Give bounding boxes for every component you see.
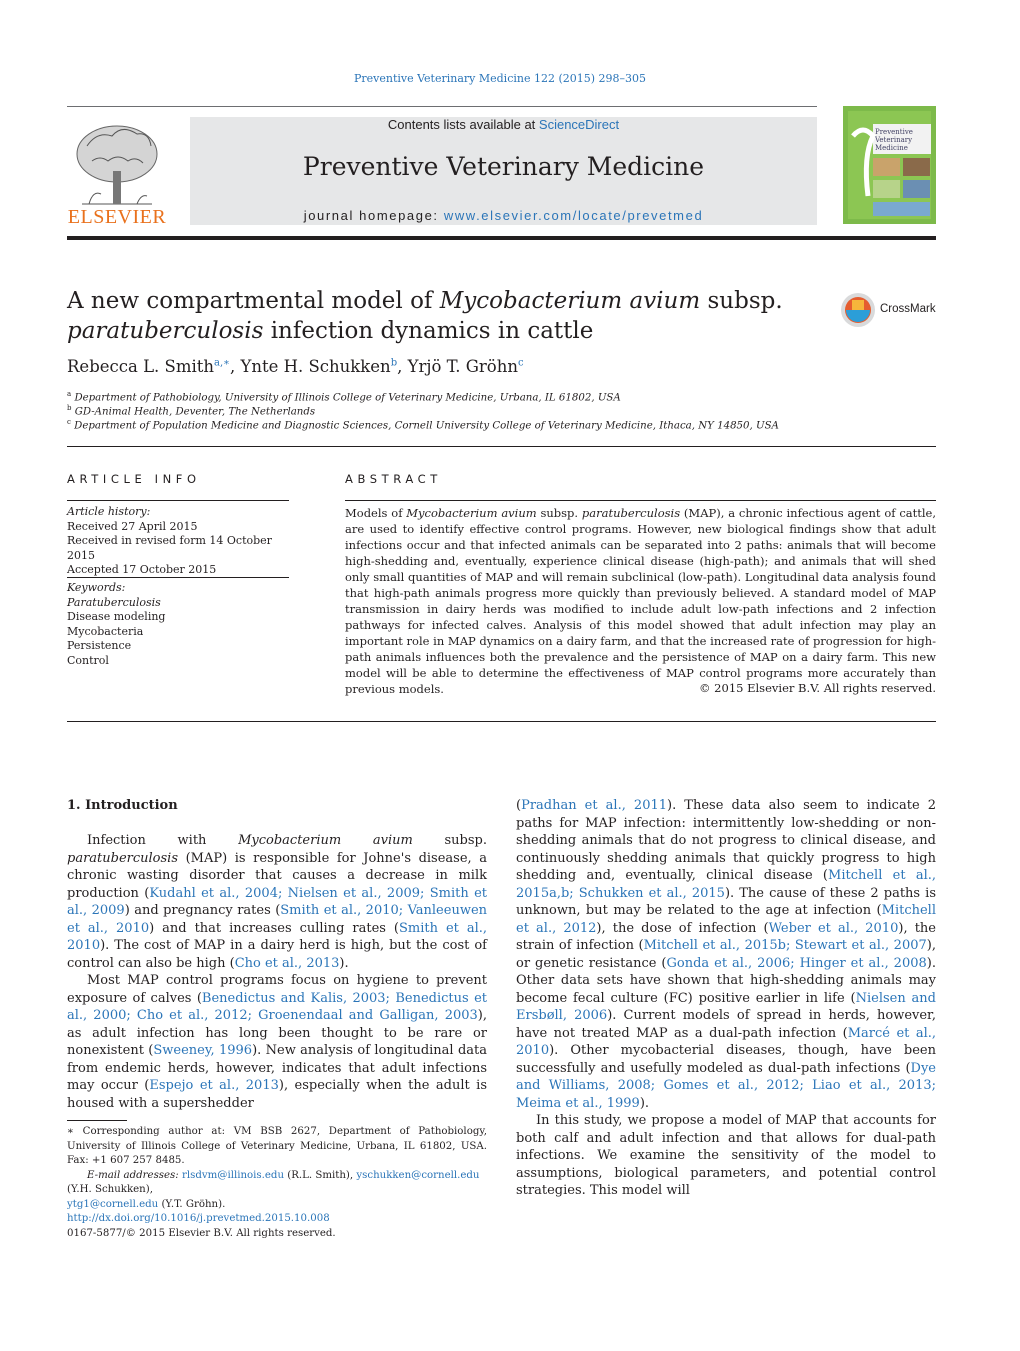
crossmark-label: CrossMark <box>880 303 936 315</box>
sciencedirect-link[interactable]: ScienceDirect <box>538 117 620 132</box>
homepage-label: journal homepage: <box>303 208 444 223</box>
body-text: ). Other mycobacterial diseases, though, have been successfully and usefully modeled as dual-path infections ( <box>516 1043 936 1076</box>
citation-link[interactable]: Smith et al., 2010 <box>67 920 487 953</box>
title-text-3: infection dynamics in cattle <box>263 318 594 344</box>
cover-title-line-1: Preventive <box>875 128 913 136</box>
abstract-end-rule <box>67 721 936 722</box>
cover-title-line-3: Medicine <box>875 144 908 152</box>
keyword: Control <box>67 653 109 667</box>
citation-link[interactable]: Nielsen and Ersbøll, 2006 <box>516 990 936 1023</box>
journal-homepage <box>190 208 817 223</box>
body-text: ) and pregnancy rates ( <box>124 903 281 918</box>
affiliation-a-marker: a <box>67 390 72 398</box>
cover-title-line-2: Veterinary <box>875 136 913 144</box>
email-link[interactable]: ytg1@cornell.edu <box>67 1198 159 1210</box>
email-link[interactable]: rlsdvm@illinois.edu <box>181 1169 285 1181</box>
affiliation-b <box>67 404 315 417</box>
citation-link[interactable]: Mitchell et al., 2015a,b; Schukken et al., 2015 <box>516 868 936 901</box>
copyright-notice: © 2015 Elsevier B.V. All rights reserved. <box>699 681 936 695</box>
keywords-block <box>67 581 289 668</box>
body-text: (MAP) is responsible for Johne's disease, a chronic wasting disorder that causes a decrease in milk production ( <box>67 850 487 901</box>
body-text: ). Current models of spread in herds, however, have not treated MAP as a dual-path infection ( <box>516 1008 936 1041</box>
keywords-rule <box>67 577 289 578</box>
keyword: Disease modeling <box>67 610 166 623</box>
body-text: ), especially when the adult is housed with a supershedder <box>67 1078 488 1111</box>
citation-link[interactable]: Kudahl et al., 2004; Nielsen et al., 2009; Smith et al., 2009 <box>67 885 487 918</box>
header-rule <box>67 106 817 107</box>
citation-link[interactable]: Dye and Williams, 2008; Gomes et al., 2012; Liao et al., 2013; Meima et al., 1999 <box>516 1060 936 1111</box>
abstract-italic: Mycobacterium avium <box>406 506 537 520</box>
paragraph <box>516 1112 936 1200</box>
paragraph <box>67 972 487 1112</box>
email-owner: (R.L. Smith), <box>284 1169 357 1181</box>
title-italic-2: paratuberculosis <box>67 318 264 344</box>
affiliation-a <box>67 390 621 403</box>
body-text: ), or genetic resistance ( <box>516 938 936 971</box>
email-addresses <box>67 1169 487 1213</box>
doi-link[interactable]: http://dx.doi.org/10.1016/j.prevetmed.2015.10.008 <box>67 1213 330 1224</box>
email-label: E-mail addresses: <box>87 1169 182 1181</box>
contents-line <box>190 117 817 132</box>
body-text: Most MAP control programs focus on hygiene to prevent exposure of calves ( <box>67 973 487 1006</box>
body-text: ). The cost of MAP in a dairy herd is high, but the cost of control can also be high ( <box>67 938 487 971</box>
body-text: ). These data also seem to indicate 2 paths for MAP infection: intermittently low-shedding or non-shedding animals that do not progress to clinical disease, and continuously shedding animals that quickly progress to high shedding and, eventually, clinical disease ( <box>516 798 936 883</box>
right-column <box>516 797 936 1200</box>
crossmark-badge[interactable] <box>840 292 940 328</box>
citation-link[interactable]: Pradhan et al., 2011 <box>521 798 668 813</box>
section-heading-introduction: 1. Introduction <box>67 798 178 813</box>
body-text: ), the strain of infection ( <box>516 920 936 953</box>
citation-link[interactable]: Weber et al., 2010 <box>768 920 899 936</box>
crossmark-icon <box>840 292 878 328</box>
email-link[interactable]: yschukken@cornell.edu <box>356 1169 480 1181</box>
keyword: Mycobacteria <box>67 624 144 638</box>
email-owner: (Y.T. Gröhn). <box>158 1198 226 1210</box>
citation-link[interactable]: Mitchell et al., 2015b; Stewart et al., 2007 <box>643 938 927 953</box>
citation-link[interactable]: Benedictus and Kalis, 2003; Benedictus et al., 2000; Cho et al., 2012; Groenendaal and Galligan, 2003 <box>67 990 487 1023</box>
author-separator: , <box>229 357 241 376</box>
paragraph <box>516 797 936 1112</box>
title-text-2: subsp. <box>700 288 783 314</box>
affiliation-b-text: GD-Animal Health, Deventer, The Netherlands <box>74 406 316 418</box>
citation-link[interactable]: Gonda et al., 2006; Hinger et al., 2008 <box>666 955 927 971</box>
email-owner: (Y.H. Schukken), <box>67 1184 153 1195</box>
body-text: ). <box>639 1095 650 1111</box>
affiliation-a-text: Department of Pathobiology, University of Illinois College of Veterinary Medicine, Urbana, IL 61802, USA <box>74 392 621 404</box>
history-revised: Received in revised form 14 October 2015 <box>67 534 272 562</box>
body-text: ). <box>339 955 349 971</box>
left-column <box>67 832 487 1112</box>
citation-link[interactable]: Sweeney, 1996 <box>153 1043 253 1058</box>
body-text: subsp. <box>412 833 487 848</box>
abstract-italic: paratuberculosis <box>581 506 681 520</box>
affiliation-b-marker: b <box>67 404 72 412</box>
footnote-rule <box>67 1120 127 1121</box>
author-affiliation-marker[interactable]: b <box>390 357 398 369</box>
citation-link[interactable]: Mitchell et al., 2012 <box>516 903 936 936</box>
abstract-rule <box>345 500 936 501</box>
citation-link[interactable]: Cho et al., 2013 <box>234 955 340 971</box>
citation-link[interactable]: Marcé et al., 2010 <box>516 1025 936 1058</box>
italic-text: paratuberculosis <box>67 850 179 866</box>
body-text: Infection with <box>87 833 239 848</box>
journal-reference[interactable]: Preventive Veterinary Medicine 122 (2015) 298–305 <box>353 72 647 85</box>
affiliation-c-marker: c <box>67 418 71 426</box>
author-affiliation-marker[interactable]: c <box>518 357 524 369</box>
body-text: ), the dose of infection ( <box>596 920 769 936</box>
abstract-heading: ABSTRACT <box>345 472 442 486</box>
history-received: Received 27 April 2015 <box>67 519 198 533</box>
author-affiliation-marker[interactable]: a,∗ <box>214 357 230 369</box>
author-list <box>67 357 524 376</box>
elsevier-wordmark: ELSEVIER <box>67 206 167 228</box>
author-separator: , <box>397 357 408 376</box>
author-name: Yrjö T. Gröhn <box>407 357 518 376</box>
doi-block <box>67 1212 336 1241</box>
abstract-text: Models of <box>345 506 407 520</box>
paragraph <box>67 832 487 972</box>
italic-text: Mycobacterium avium <box>238 833 413 848</box>
body-text: ), as adult infection has long been thought to be rare or nonexistent ( <box>67 1008 487 1058</box>
abstract-text: (MAP), a chronic infectious agent of cattle, are used to identify effective control programs. However, new biological findings show that adult infections occur and that infected animals can be separated into 2 paths: animals that will become high-shedding and, eventually, experience clinical disease (high-path); and animals that will shed only small quantities of MAP and will remain subclinical (low-path). Longitudinal data analysis found that high-path animals progress more quickly than previously believed. A standard model of MAP transmission in dairy herds was modified to include adult low-path infections and 2 infection pathways for infected calves. Analysis of this model showed that adult infection may play an important role in MAP dynamics on a dairy farm, and that the increased rate of progression for high-path animals influences both the prevalence and the persistence of MAP on a dairy farm. This new model will be able to determine the effectiveness of MAP control programs more accurately than previous models. <box>345 506 936 696</box>
keywords-label: Keywords: <box>67 581 126 594</box>
history-accepted: Accepted 17 October 2015 <box>67 563 217 576</box>
author-name: Ynte H. Schukken <box>240 357 391 376</box>
title-text-1: A new compartmental model of <box>67 288 440 314</box>
article-title <box>67 286 787 346</box>
front-matter-rule <box>67 446 936 447</box>
body-text: ( <box>516 798 522 813</box>
author-name: Rebecca L. Smith <box>67 357 215 376</box>
corresponding-author-text: ∗ Corresponding author at: VM BSB 2627, Department of Pathobiology, University of Illinois College of Veterinary Medicine, Urbana, IL 61802, USA. Fax: +1 607 257 8485. <box>67 1126 487 1166</box>
body-text: In this study, we propose a model of MAP that accounts for both calf and adult infection and that allows for dual-path infections. We examine the sensitivity of the model to assumptions, biological parameters, and potential control strategies. This model will <box>516 1113 936 1198</box>
journal-title: Preventive Veterinary Medicine <box>302 152 705 181</box>
body-text: ) and that increases culling rates ( <box>149 920 399 936</box>
title-italic-1: Mycobacterium avium <box>439 288 701 314</box>
body-text: ). New analysis of longitudinal data from endemic herds, however, indicates that adult infections may occur ( <box>67 1043 487 1093</box>
contents-prefix: Contents lists available at <box>387 117 539 132</box>
citation-link[interactable]: Smith et al., 2010; Vanleeuwen et al., 2010 <box>67 903 488 936</box>
journal-cover-thumbnail[interactable] <box>843 106 936 224</box>
abstract-body <box>345 505 936 697</box>
affiliation-c-text: Department of Population Medicine and Diagnostic Sciences, Cornell University College of Veterinary Medicine, Ithaca, NY 14850, USA <box>74 420 779 432</box>
article-info-rule <box>67 500 289 501</box>
issn-line: 0167-5877/© 2015 Elsevier B.V. All rights reserved. <box>67 1227 336 1239</box>
abstract-text: subsp. <box>536 506 582 520</box>
keyword: Paratuberculosis <box>67 595 161 609</box>
article-history <box>67 505 289 578</box>
corresponding-author-footnote <box>67 1125 487 1212</box>
affiliation-c <box>67 418 779 431</box>
header-rule-thick <box>67 236 936 240</box>
body-text: ). The cause of these 2 paths is unknown, but may be related to the age at infection ( <box>516 885 937 918</box>
homepage-link[interactable]: www.elsevier.com/locate/prevetmed <box>443 208 704 223</box>
keyword: Persistence <box>67 639 132 652</box>
article-info-heading: ARTICLE INFO <box>67 472 201 486</box>
history-label: Article history: <box>67 505 151 518</box>
body-text: ). Other data sets have shown that high-shedding animals may become fecal culture (FC) positive earlier in life ( <box>516 955 936 1006</box>
citation-link[interactable]: Espejo et al., 2013 <box>149 1078 279 1093</box>
